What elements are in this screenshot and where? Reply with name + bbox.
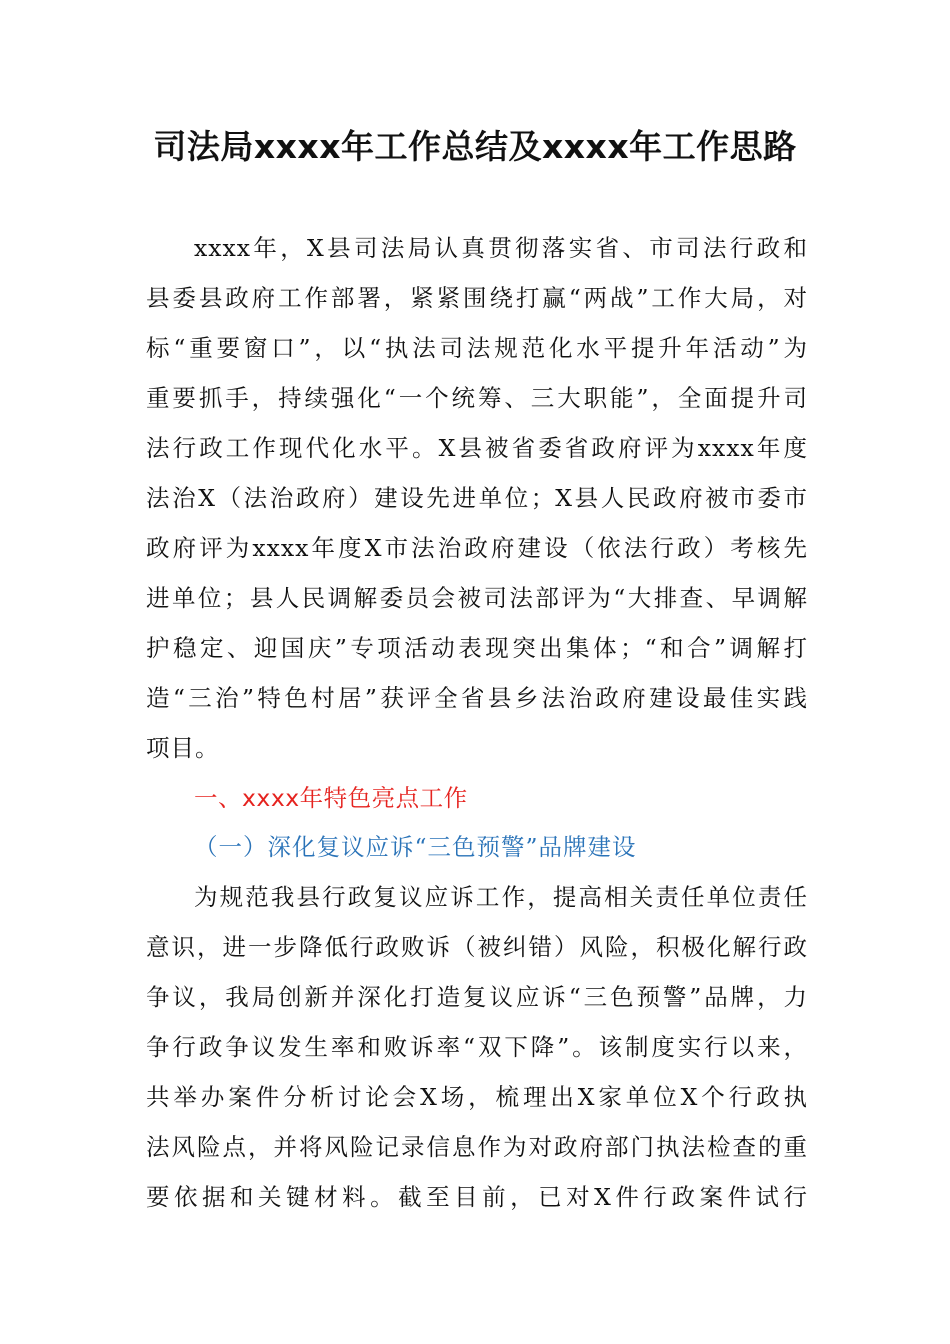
paragraph-line: 项目。 <box>146 734 220 762</box>
paragraph-line: 争行政争议发生率和败诉率“双下降”。该制度实行以来， <box>146 1033 808 1061</box>
paragraph-line: 法行政工作现代化水平。X县被省委省政府评为xxxx年度 <box>146 434 808 462</box>
paragraph-line: 政府评为xxxx年度X市法治政府建设（依法行政）考核先 <box>146 534 808 562</box>
paragraph-line: 争议，我局创新并深化打造复议应诉“三色预警”品牌，力 <box>146 983 808 1011</box>
paragraph-line: 护稳定、迎国庆”专项活动表现突出集体；“和合”调解打 <box>146 634 808 662</box>
paragraph-line: 法风险点，并将风险记录信息作为对政府部门执法检查的重 <box>146 1133 808 1161</box>
paragraph-line: 意识，进一步降低行政败诉（被纠错）风险，积极化解行政 <box>146 933 808 961</box>
paragraph-line: 县委县政府工作部署，紧紧围绕打赢“两战”工作大局，对 <box>146 284 808 312</box>
paragraph-intro <box>146 223 808 773</box>
paragraph-line: 标“重要窗口”，以“执法司法规范化水平提升年活动”为 <box>146 334 808 362</box>
paragraph-line: 为规范我县行政复议应诉工作，提高相关责任单位责任 <box>194 883 808 911</box>
paragraph-line: xxxx年，X县司法局认真贯彻落实省、市司法行政和 <box>194 234 808 262</box>
paragraph-line: 共举办案件分析讨论会X场，梳理出X家单位X个行政执 <box>146 1083 808 1111</box>
document-title: 司法局xxxx年工作总结及xxxx年工作思路 <box>153 127 797 166</box>
paragraph-line: 重要抓手，持续强化“一个统筹、三大职能”，全面提升司 <box>146 384 808 412</box>
paragraph-section1 <box>146 872 808 1222</box>
paragraph-line: 要依据和关键材料。截至目前，已对X件行政案件试行 <box>146 1183 808 1211</box>
section-heading: 一、xxxx年特色亮点工作 <box>194 784 468 812</box>
paragraph-line: 进单位；县人民调解委员会被司法部评为“大排查、早调解 <box>146 584 808 612</box>
paragraph-line: 法治X（法治政府）建设先进单位；X县人民政府被市委市 <box>146 484 808 512</box>
subsection-heading: （一）深化复议应诉“三色预警”品牌建设 <box>194 833 637 861</box>
paragraph-line: 造“三治”特色村居”获评全省县乡法治政府建设最佳实践 <box>146 684 808 712</box>
